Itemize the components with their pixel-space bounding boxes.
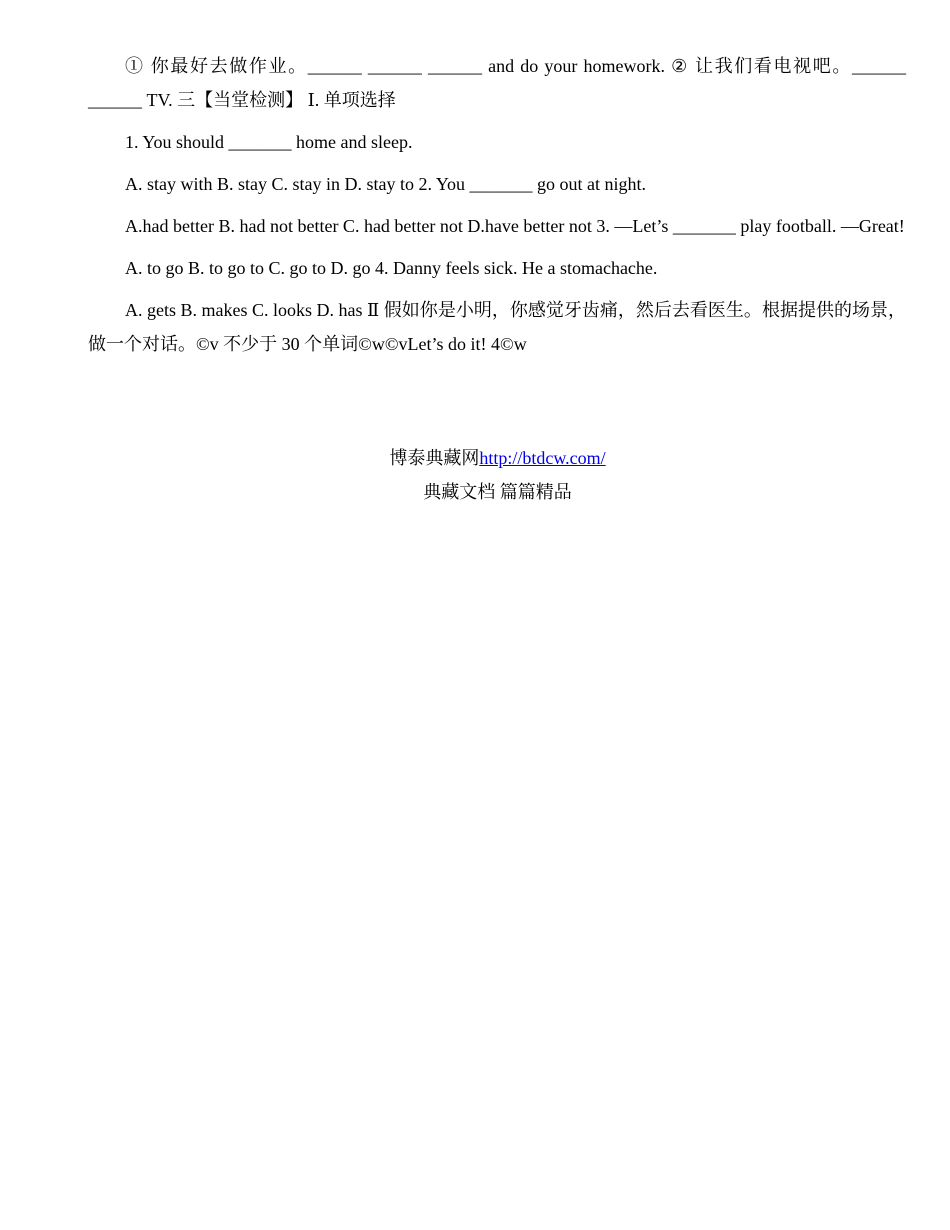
footer-site-link[interactable]: http://btdcw.com/ [479, 448, 606, 468]
question-1-options: A. stay with B. stay C. stay in D. stay to 2. You _______ go out at night. [125, 174, 647, 194]
question-2-options: A.had better B. had not better C. had better not D.have better not 3. —Let’s _______ play football. —Great! [125, 216, 905, 236]
page-footer [0, 441, 950, 509]
question-4-options-and-task: A. gets B. makes C. looks D. has Ⅱ 假如你是小明，你感觉牙齿痛，然后去看医生。根据提供的场景，做一个对话。©v 不少于 30 个单词©w©vLet’s do it! 4©w [88, 300, 906, 354]
footer-site-name: 博泰典藏网 [389, 448, 480, 468]
footer-tagline: 典藏文档 篇篇精品 [423, 482, 572, 502]
paragraph-intro-exercise: ① 你最好去做作业。______ ______ ______ and do your homework. ② 让我们看电视吧。______ ______ TV. 三【当堂检测】 Ⅰ. 单项选择 [88, 56, 906, 110]
document-body [88, 49, 906, 369]
footer-site-line [0, 441, 950, 475]
question-3-options: A. to go B. to go to C. go to D. go 4. Danny feels sick. He a stomachache. [125, 258, 658, 278]
question-1: 1. You should _______ home and sleep. [125, 132, 413, 152]
